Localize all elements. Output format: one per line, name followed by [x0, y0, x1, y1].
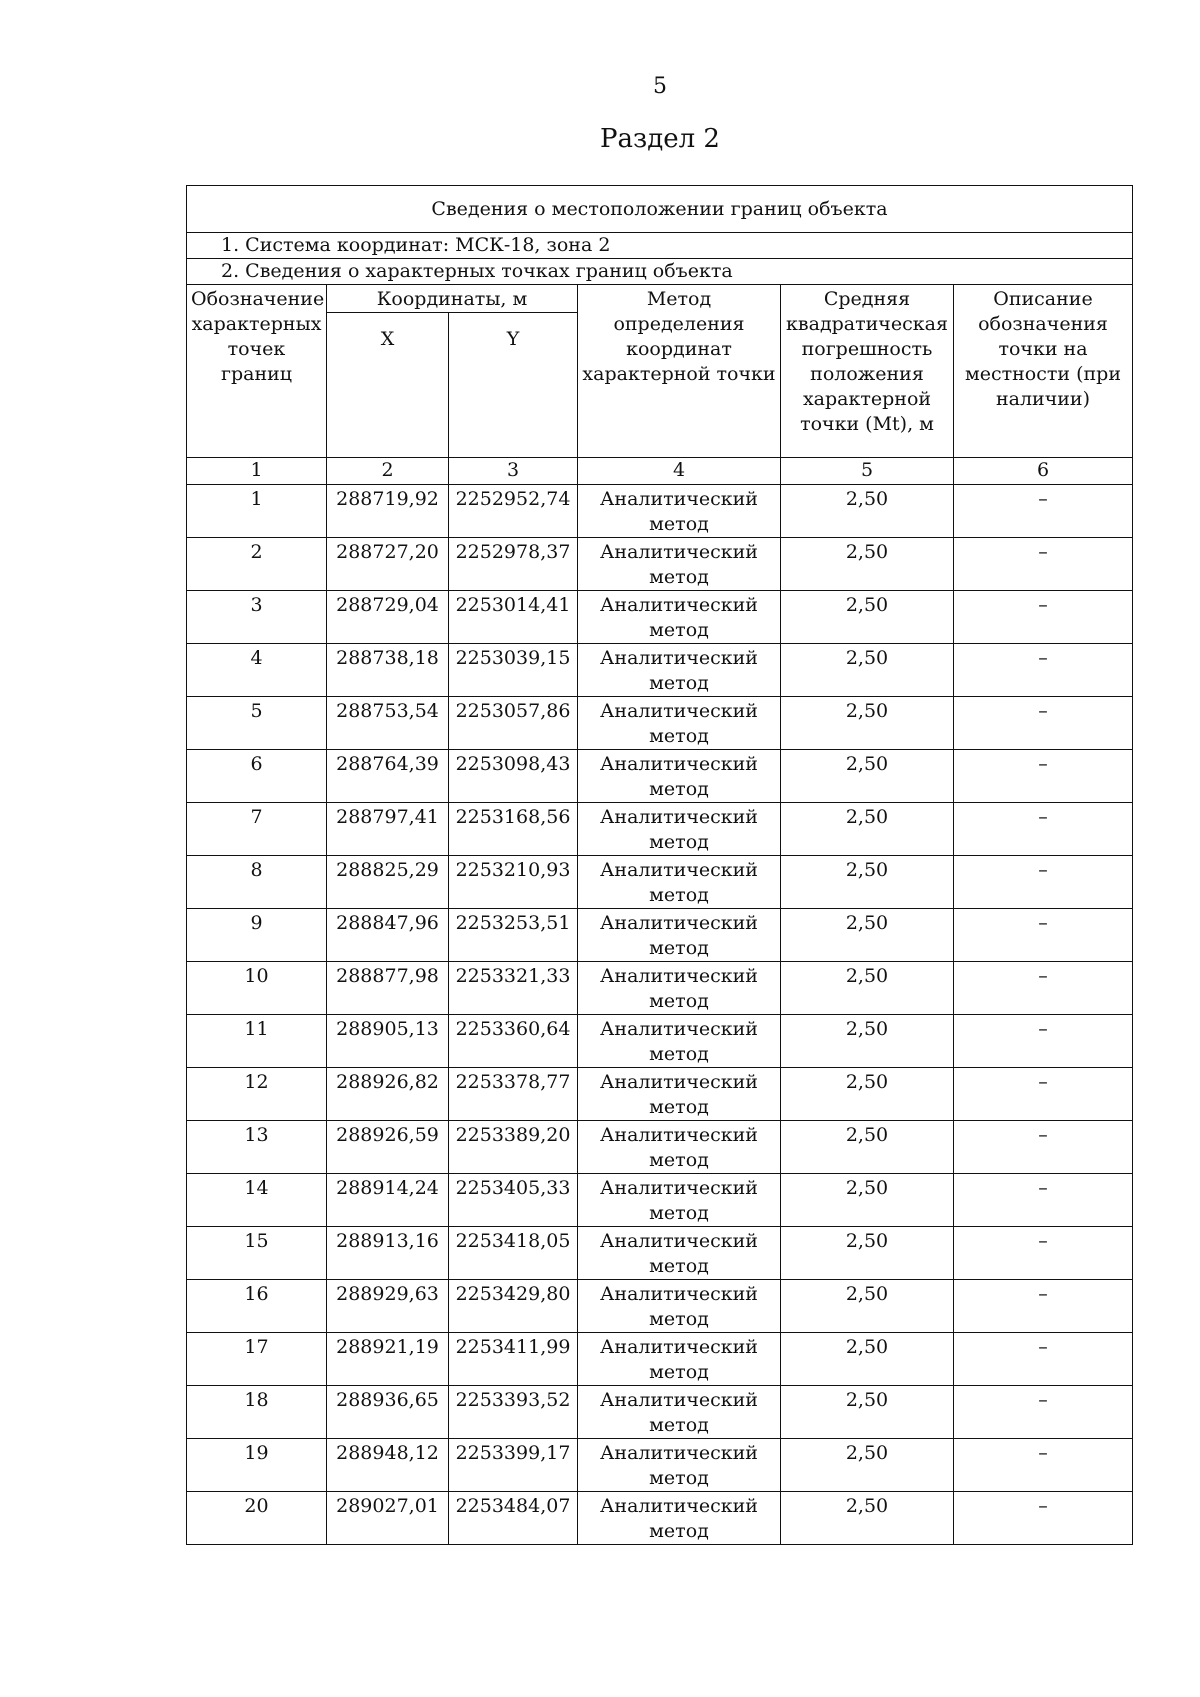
column-number: 3: [449, 458, 578, 485]
coordinate-x: 288847,96: [327, 909, 449, 962]
coordinate-x: 288764,39: [327, 750, 449, 803]
determination-method: Аналитический метод: [578, 1439, 781, 1492]
point-description: –: [954, 1068, 1133, 1121]
mean-square-error: 2,50: [781, 538, 954, 591]
column-number: 5: [781, 458, 954, 485]
determination-method: Аналитический метод: [578, 1333, 781, 1386]
coordinate-y: 2253411,99: [449, 1333, 578, 1386]
header-x: X: [327, 313, 449, 458]
header-coordinates: Координаты, м: [327, 285, 578, 313]
point-designation: 13: [187, 1121, 327, 1174]
point-designation: 15: [187, 1227, 327, 1280]
column-number: 6: [954, 458, 1133, 485]
point-designation: 6: [187, 750, 327, 803]
determination-method: Аналитический метод: [578, 750, 781, 803]
table-row: [187, 1068, 1133, 1121]
table-row: [187, 644, 1133, 697]
determination-method: Аналитический метод: [578, 1174, 781, 1227]
table-row: [187, 1333, 1133, 1386]
coordinate-y: 2253378,77: [449, 1068, 578, 1121]
point-description: –: [954, 1492, 1133, 1545]
mean-square-error: 2,50: [781, 750, 954, 803]
determination-method: Аналитический метод: [578, 485, 781, 538]
point-description: –: [954, 1174, 1133, 1227]
point-description: –: [954, 1333, 1133, 1386]
coordinate-x: 288921,19: [327, 1333, 449, 1386]
table-row: [187, 1492, 1133, 1545]
coordinate-y: 2253389,20: [449, 1121, 578, 1174]
header-error: Средняя квадратическая погрешность положения характерной точки (Mt), м: [781, 285, 954, 458]
determination-method: Аналитический метод: [578, 591, 781, 644]
point-description: –: [954, 909, 1133, 962]
table-row: [187, 1174, 1133, 1227]
point-description: –: [954, 962, 1133, 1015]
point-description: –: [954, 1015, 1133, 1068]
coordinate-x: 288738,18: [327, 644, 449, 697]
determination-method: Аналитический метод: [578, 1227, 781, 1280]
determination-method: Аналитический метод: [578, 644, 781, 697]
table-row: [187, 1227, 1133, 1280]
point-description: –: [954, 750, 1133, 803]
column-number: 4: [578, 458, 781, 485]
point-description: –: [954, 803, 1133, 856]
coordinate-y: 2253057,86: [449, 697, 578, 750]
determination-method: Аналитический метод: [578, 538, 781, 591]
determination-method: Аналитический метод: [578, 909, 781, 962]
coordinate-y: 2253210,93: [449, 856, 578, 909]
point-designation: 7: [187, 803, 327, 856]
point-designation: 2: [187, 538, 327, 591]
coordinate-y: 2253429,80: [449, 1280, 578, 1333]
coordinate-y: 2252978,37: [449, 538, 578, 591]
point-description: –: [954, 856, 1133, 909]
coordinate-x: 288753,54: [327, 697, 449, 750]
determination-method: Аналитический метод: [578, 856, 781, 909]
mean-square-error: 2,50: [781, 962, 954, 1015]
point-designation: 19: [187, 1439, 327, 1492]
table-row: [187, 1121, 1133, 1174]
coordinate-x: 288729,04: [327, 591, 449, 644]
table-row: [187, 962, 1133, 1015]
table-row: [187, 485, 1133, 538]
points-section-title: 2. Сведения о характерных точках границ объекта: [187, 259, 1133, 285]
determination-method: Аналитический метод: [578, 697, 781, 750]
point-description: –: [954, 1439, 1133, 1492]
mean-square-error: 2,50: [781, 1386, 954, 1439]
point-designation: 3: [187, 591, 327, 644]
header-description: Описание обозначения точки на местности (при наличии): [954, 285, 1133, 458]
mean-square-error: 2,50: [781, 697, 954, 750]
table-row: [187, 1015, 1133, 1068]
determination-method: Аналитический метод: [578, 1386, 781, 1439]
point-designation: 11: [187, 1015, 327, 1068]
coordinate-y: 2253360,64: [449, 1015, 578, 1068]
table-row: [187, 591, 1133, 644]
point-designation: 10: [187, 962, 327, 1015]
mean-square-error: 2,50: [781, 909, 954, 962]
mean-square-error: 2,50: [781, 1068, 954, 1121]
table-row: [187, 856, 1133, 909]
boundary-points-table: [186, 185, 1133, 1545]
mean-square-error: 2,50: [781, 591, 954, 644]
table-row: [187, 750, 1133, 803]
header-method: Метод определения координат характерной точки: [578, 285, 781, 458]
point-designation: 14: [187, 1174, 327, 1227]
mean-square-error: 2,50: [781, 1492, 954, 1545]
header-designation: Обозначение характерных точек границ: [187, 285, 327, 458]
mean-square-error: 2,50: [781, 856, 954, 909]
coordinate-y: 2253399,17: [449, 1439, 578, 1492]
determination-method: Аналитический метод: [578, 1015, 781, 1068]
coordinate-y: 2253098,43: [449, 750, 578, 803]
table-row: [187, 803, 1133, 856]
table-caption: Сведения о местоположении границ объекта: [187, 186, 1133, 233]
mean-square-error: 2,50: [781, 803, 954, 856]
determination-method: Аналитический метод: [578, 1492, 781, 1545]
coordinate-y: 2253168,56: [449, 803, 578, 856]
coordinate-x: 288914,24: [327, 1174, 449, 1227]
coordinate-y: 2252952,74: [449, 485, 578, 538]
point-designation: 9: [187, 909, 327, 962]
point-designation: 1: [187, 485, 327, 538]
coordinate-y: 2253039,15: [449, 644, 578, 697]
table-row: [187, 1280, 1133, 1333]
section-title: Раздел 2: [600, 124, 720, 154]
determination-method: Аналитический метод: [578, 1068, 781, 1121]
coordinate-x: 288877,98: [327, 962, 449, 1015]
point-description: –: [954, 1280, 1133, 1333]
page-number: 5: [653, 74, 667, 99]
point-description: –: [954, 1386, 1133, 1439]
mean-square-error: 2,50: [781, 1280, 954, 1333]
point-designation: 5: [187, 697, 327, 750]
point-designation: 4: [187, 644, 327, 697]
coordinate-system: 1. Система координат: МСК-18, зона 2: [187, 233, 1133, 259]
mean-square-error: 2,50: [781, 1333, 954, 1386]
point-designation: 16: [187, 1280, 327, 1333]
mean-square-error: 2,50: [781, 1174, 954, 1227]
determination-method: Аналитический метод: [578, 803, 781, 856]
coordinate-x: 288727,20: [327, 538, 449, 591]
column-number: 1: [187, 458, 327, 485]
coordinate-x: 288719,92: [327, 485, 449, 538]
point-description: –: [954, 485, 1133, 538]
determination-method: Аналитический метод: [578, 1121, 781, 1174]
mean-square-error: 2,50: [781, 644, 954, 697]
point-designation: 12: [187, 1068, 327, 1121]
coordinate-y: 2253418,05: [449, 1227, 578, 1280]
coordinate-x: 288905,13: [327, 1015, 449, 1068]
coordinate-y: 2253253,51: [449, 909, 578, 962]
point-designation: 20: [187, 1492, 327, 1545]
mean-square-error: 2,50: [781, 1015, 954, 1068]
coordinate-y: 2253014,41: [449, 591, 578, 644]
header-y: Y: [449, 313, 578, 458]
mean-square-error: 2,50: [781, 1121, 954, 1174]
coordinate-x: 288926,59: [327, 1121, 449, 1174]
point-designation: 18: [187, 1386, 327, 1439]
point-description: –: [954, 538, 1133, 591]
point-description: –: [954, 1121, 1133, 1174]
table-row: [187, 538, 1133, 591]
coordinate-x: 288926,82: [327, 1068, 449, 1121]
coordinate-y: 2253393,52: [449, 1386, 578, 1439]
point-designation: 8: [187, 856, 327, 909]
coordinate-x: 288825,29: [327, 856, 449, 909]
mean-square-error: 2,50: [781, 1439, 954, 1492]
column-number: 2: [327, 458, 449, 485]
point-description: –: [954, 591, 1133, 644]
coordinate-x: 288936,65: [327, 1386, 449, 1439]
table-row: [187, 1386, 1133, 1439]
mean-square-error: 2,50: [781, 1227, 954, 1280]
coordinate-y: 2253321,33: [449, 962, 578, 1015]
coordinate-x: 288948,12: [327, 1439, 449, 1492]
coordinate-y: 2253405,33: [449, 1174, 578, 1227]
coordinate-x: 288797,41: [327, 803, 449, 856]
coordinate-x: 288913,16: [327, 1227, 449, 1280]
table-row: [187, 1439, 1133, 1492]
determination-method: Аналитический метод: [578, 962, 781, 1015]
coordinate-x: 289027,01: [327, 1492, 449, 1545]
point-designation: 17: [187, 1333, 327, 1386]
mean-square-error: 2,50: [781, 485, 954, 538]
coordinate-y: 2253484,07: [449, 1492, 578, 1545]
point-description: –: [954, 644, 1133, 697]
point-description: –: [954, 697, 1133, 750]
point-description: –: [954, 1227, 1133, 1280]
determination-method: Аналитический метод: [578, 1280, 781, 1333]
coordinate-x: 288929,63: [327, 1280, 449, 1333]
table-row: [187, 909, 1133, 962]
table-row: [187, 697, 1133, 750]
